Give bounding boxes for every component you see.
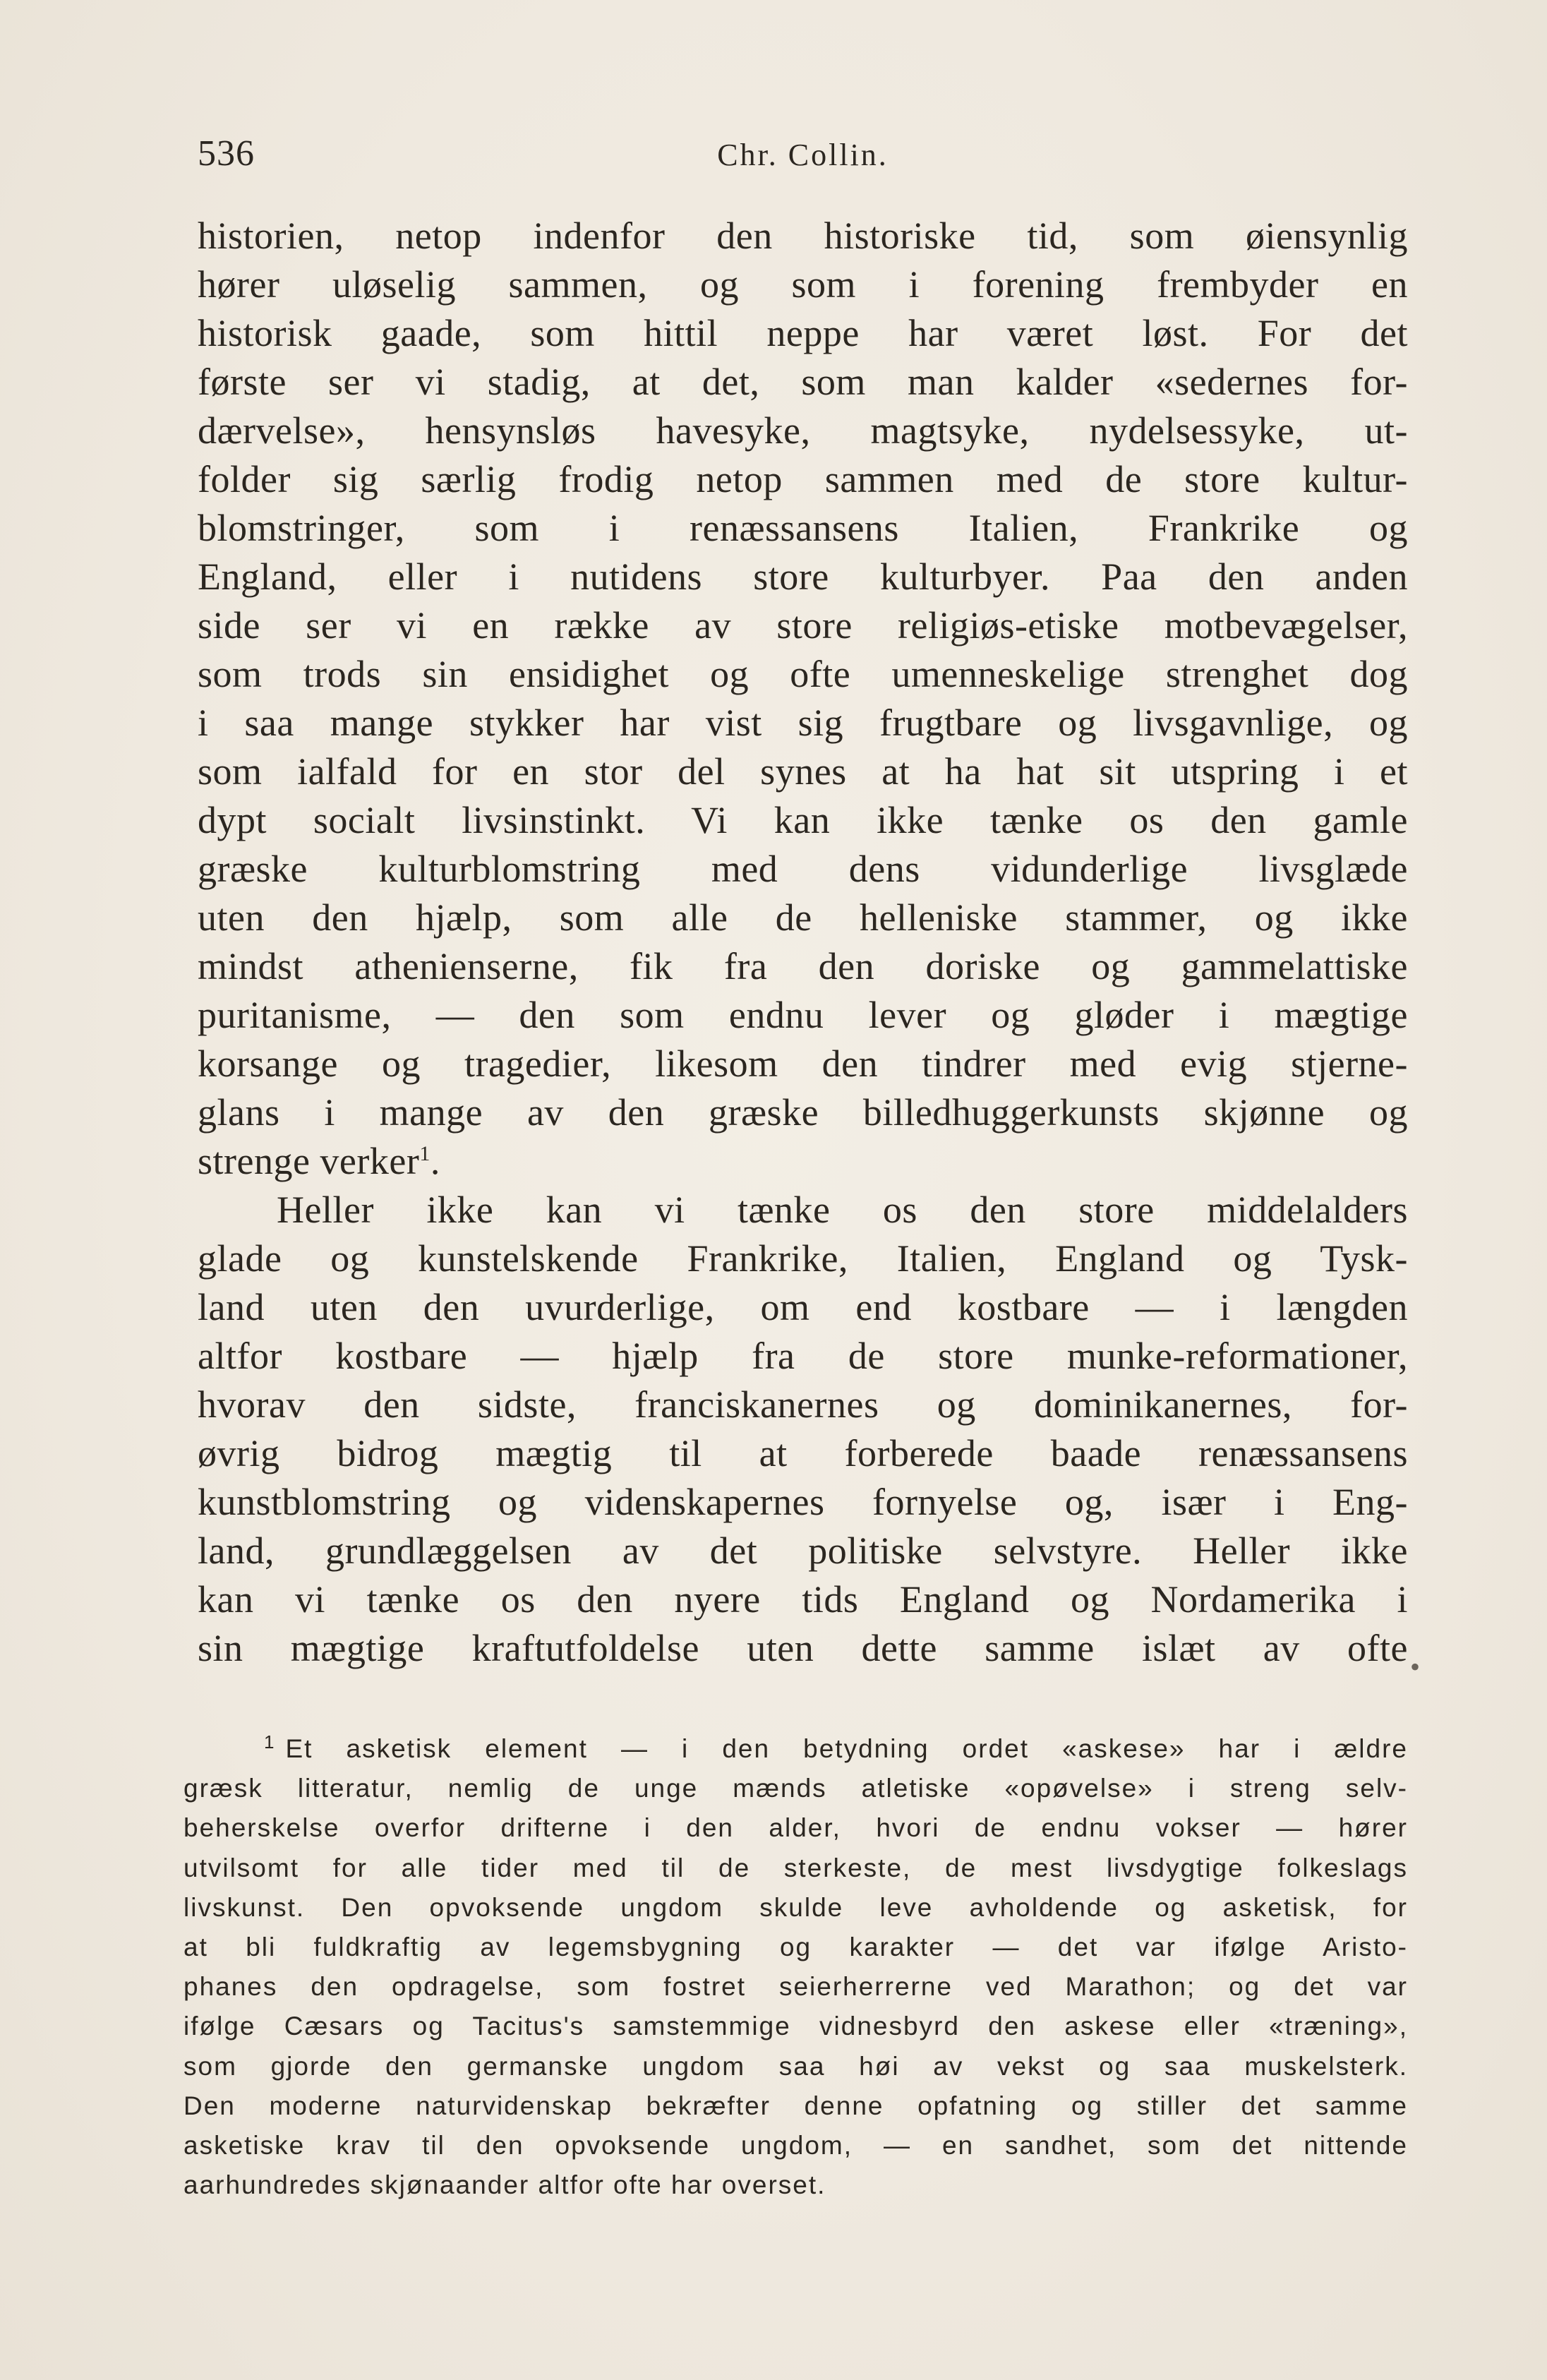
text-line: mindst athenienserne, fik fra den doriske og gammelattiske <box>198 945 1408 987</box>
main-text <box>198 212 1408 1673</box>
text-line: England, eller i nutidens store kulturbyer. Paa den anden <box>198 555 1408 598</box>
footnote-reference[interactable]: 1 <box>419 1142 431 1165</box>
footnote-line: phanes den opdragelse, som fostret seierherrerne ved Marathon; og det var <box>183 1972 1408 2002</box>
text-line: hører uløselig sammen, og som i forening frembyder en <box>198 263 1408 306</box>
text-line: græske kulturblomstring med dens vidunderlige livsglæde <box>198 848 1408 890</box>
page-number: 536 <box>198 133 255 174</box>
margin-dot: • <box>1410 1651 1421 1683</box>
text-line: land uten den uvurderlige, om end kostbare — i længden <box>198 1286 1408 1328</box>
text-line: kan vi tænke os den nyere tids England og Nordamerika i <box>198 1578 1408 1621</box>
text-line: land, grundlæggelsen av det politiske selvstyre. Heller ikke <box>198 1529 1408 1572</box>
text-line-paragraph-end <box>198 1137 1408 1186</box>
footnote-line: ifølge Cæsars og Tacitus's samstemmige vidnesbyrd den askese eller «træning», <box>183 2012 1408 2041</box>
text-line: dærvelse», hensynsløs havesyke, magtsyke, nydelsessyke, ut- <box>198 409 1408 452</box>
text-line: puritanisme, — den som endnu lever og gløder i mægtige <box>198 994 1408 1036</box>
footnote-text: Et asketisk element — i den betydning ordet «askese» har i ældre <box>285 1734 1408 1763</box>
footnote-line: græsk litteratur, nemlig de unge mænds atletiske «opøvelse» i streng selv- <box>183 1774 1408 1803</box>
text-line: altfor kostbare — hjælp fra de store munke-reformationer, <box>198 1335 1408 1377</box>
text-line: øvrig bidrog mægtig til at forberede baade renæssansens <box>198 1432 1408 1474</box>
page-header <box>198 133 1408 182</box>
text-line: glans i mange av den græske billedhuggerkunsts skjønne og <box>198 1091 1408 1134</box>
footnote-line: beherskelse overfor drifterne i den alder, hvori de endnu vokser — hører <box>183 1813 1408 1843</box>
text-line: folder sig særlig frodig netop sammen med de store kultur- <box>198 458 1408 500</box>
text-line: dypt socialt livsinstinkt. Vi kan ikke tænke os den gamle <box>198 799 1408 841</box>
footnote-line: at bli fuldkraftig av legemsbygning og karakter — det var ifølge Aristo- <box>183 1932 1408 1961</box>
text-line: som ialfald for en stor del synes at ha hat sit utspring i et <box>198 750 1408 793</box>
footnote-line: aarhundredes skjønaander altfor ofte har overset. <box>183 2170 826 2200</box>
text-line: første ser vi stadig, at det, som man kalder «sedernes for- <box>198 361 1408 403</box>
text-fragment: strenge verker <box>198 1140 420 1182</box>
footnote-line <box>183 1729 1408 1769</box>
footnote-line: asketiske krav til den opvoksende ungdom, — en sandhet, som det nittende <box>183 2130 1408 2160</box>
footnote-marker: 1 <box>264 1731 276 1753</box>
text-line-paragraph-start: Heller ikke kan vi tænke os den store middelalders <box>277 1189 1408 1231</box>
running-head: Chr. Collin. <box>717 138 889 172</box>
text-line: glade og kunstelskende Frankrike, Italien, England og Tysk- <box>198 1237 1408 1280</box>
footnote-line: utvilsomt for alle tider med til de sterkeste, de mest livsdygtige folkeslags <box>183 1853 1408 1882</box>
text-line: i saa mange stykker har vist sig frugtbare og livsgavnlige, og <box>198 702 1408 744</box>
text-line: korsange og tragedier, likesom den tindrer med evig stjerne- <box>198 1042 1408 1085</box>
text-line: side ser vi en række av store religiøs-etiske motbevægelser, <box>198 604 1408 647</box>
footnote-block <box>183 1729 1408 2205</box>
text-line: sin mægtige kraftutfoldelse uten dette samme islæt av ofte <box>198 1627 1408 1669</box>
text-line: uten den hjælp, som alle de helleniske stammer, og ikke <box>198 896 1408 939</box>
footnote-line: som gjorde den germanske ungdom saa høi av vekst og saa muskelsterk. <box>183 2051 1408 2081</box>
text-line: som trods sin ensidighet og ofte umenneskelige strenghet dog <box>198 653 1408 695</box>
text-line: hvorav den sidste, franciskanernes og dominikanernes, for- <box>198 1383 1408 1426</box>
text-fragment: . <box>430 1140 440 1182</box>
text-line: kunstblomstring og videnskapernes fornyelse og, især i Eng- <box>198 1481 1408 1523</box>
footnote-line: livskunst. Den opvoksende ungdom skulde leve avholdende og asketisk, for <box>183 1892 1408 1922</box>
text-line: historien, netop indenfor den historiske tid, som øiensynlig <box>198 215 1408 257</box>
footnote-line: Den moderne naturvidenskap bekræfter denne opfatning og stiller det samme <box>183 2091 1408 2120</box>
text-line: historisk gaade, som hittil neppe har været løst. For det <box>198 312 1408 354</box>
text-line: blomstringer, som i renæssansens Italien, Frankrike og <box>198 507 1408 549</box>
